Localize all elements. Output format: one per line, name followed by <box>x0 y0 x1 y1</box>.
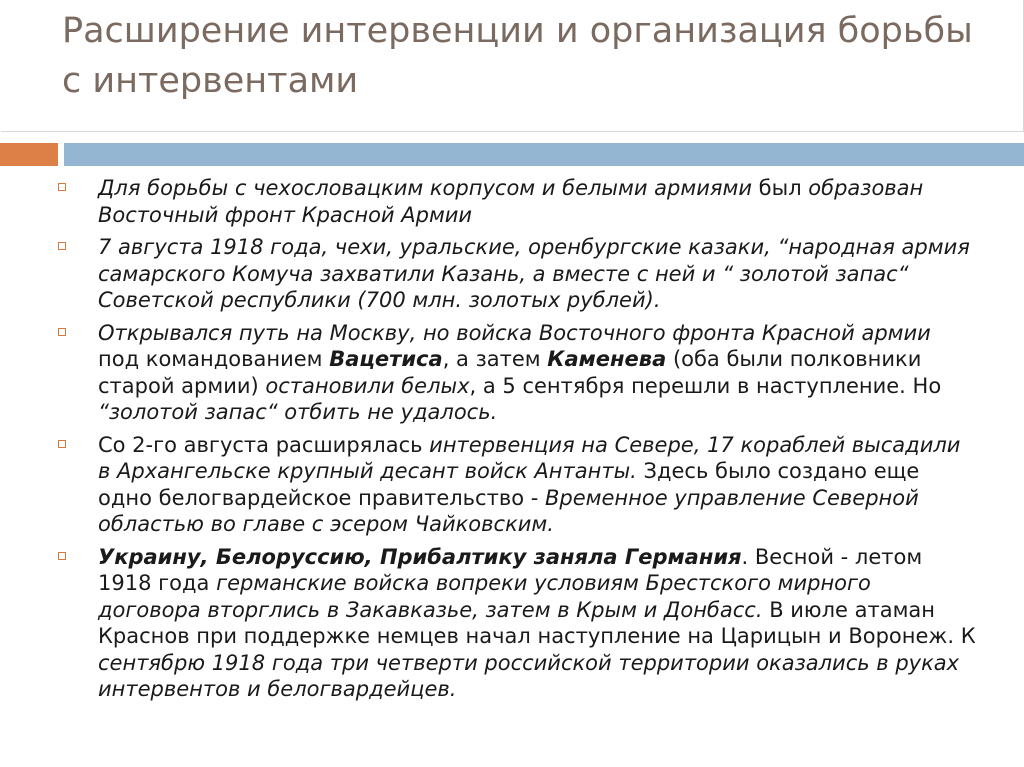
square-bullet-icon <box>58 328 66 336</box>
bullet-item <box>58 320 978 426</box>
text-run: (оба были полковники старой армии) <box>98 347 922 398</box>
slide-title: Расширение интервенции и организация борьбы с интервентами <box>62 11 973 101</box>
accent-bar-orange <box>0 143 58 166</box>
bullet-item <box>58 432 978 538</box>
text-run: образован Восточный фронт Красной Армии <box>98 176 924 227</box>
text-run: 7 августа 1918 года, чехи, уральские, оренбургские казаки, “народная армия самарского Комуча захватили Казань, а вместе с ней и “ золотой запас“ Советской республики (700 млн. золотых рублей). <box>98 235 970 312</box>
text-run: , а 5 сентября перешли в наступление. Но <box>469 373 942 398</box>
text-run: остановили белых <box>265 373 470 398</box>
square-bullet-icon <box>58 183 66 191</box>
text-run: германские войска вопреки условиям Брестского мирного договора вторглись в Закавказье, затем в Крым и Донбасс. <box>98 571 871 622</box>
bullet-item <box>58 234 978 314</box>
square-bullet-icon <box>58 552 66 560</box>
text-run: интервенция на Севере, 17 кораблей высадили в Архангельске крупный десант войск Антанты. <box>98 432 961 483</box>
text-run: “золотой запас“ отбить не удалось. <box>98 400 498 424</box>
text-run: был <box>751 176 809 200</box>
bullet-item <box>58 175 978 228</box>
text-run: Открывался путь на Москву, но войска Восточного фронта Красной армии <box>98 320 931 345</box>
bullet-list <box>58 175 978 709</box>
accent-bar-blue <box>64 143 1024 166</box>
bullet-item <box>58 544 978 703</box>
square-bullet-icon <box>58 242 66 250</box>
text-run: Здесь было создано еще одно белогвардейское правительство - <box>98 459 920 510</box>
text-run: Вацетиса <box>329 347 443 371</box>
text-run: Каменева <box>547 347 667 371</box>
text-run: , а затем <box>442 347 548 371</box>
text-run: Временное управление Северной областью во главе с эсером Чайковским. <box>98 485 919 536</box>
text-run: Украину, Белоруссию, Прибалтику заняла Германия <box>98 544 742 569</box>
text-run: Со 2-го августа расширялась <box>98 432 430 457</box>
text-run: . Весной - летом 1918 года <box>98 544 923 595</box>
square-bullet-icon <box>58 440 66 448</box>
text-run: под командованием <box>98 347 330 371</box>
text-run: В июле атаман Краснов при поддержке немцев начал наступление на Царицын и Воронеж. К <box>98 597 976 648</box>
text-run: сентябрю 1918 года три четверти российской территории оказались в руках интервентов и белогвардейцев. <box>98 650 960 701</box>
text-run: Для борьбы с чехословацким корпусом и белыми армиями <box>98 176 752 200</box>
